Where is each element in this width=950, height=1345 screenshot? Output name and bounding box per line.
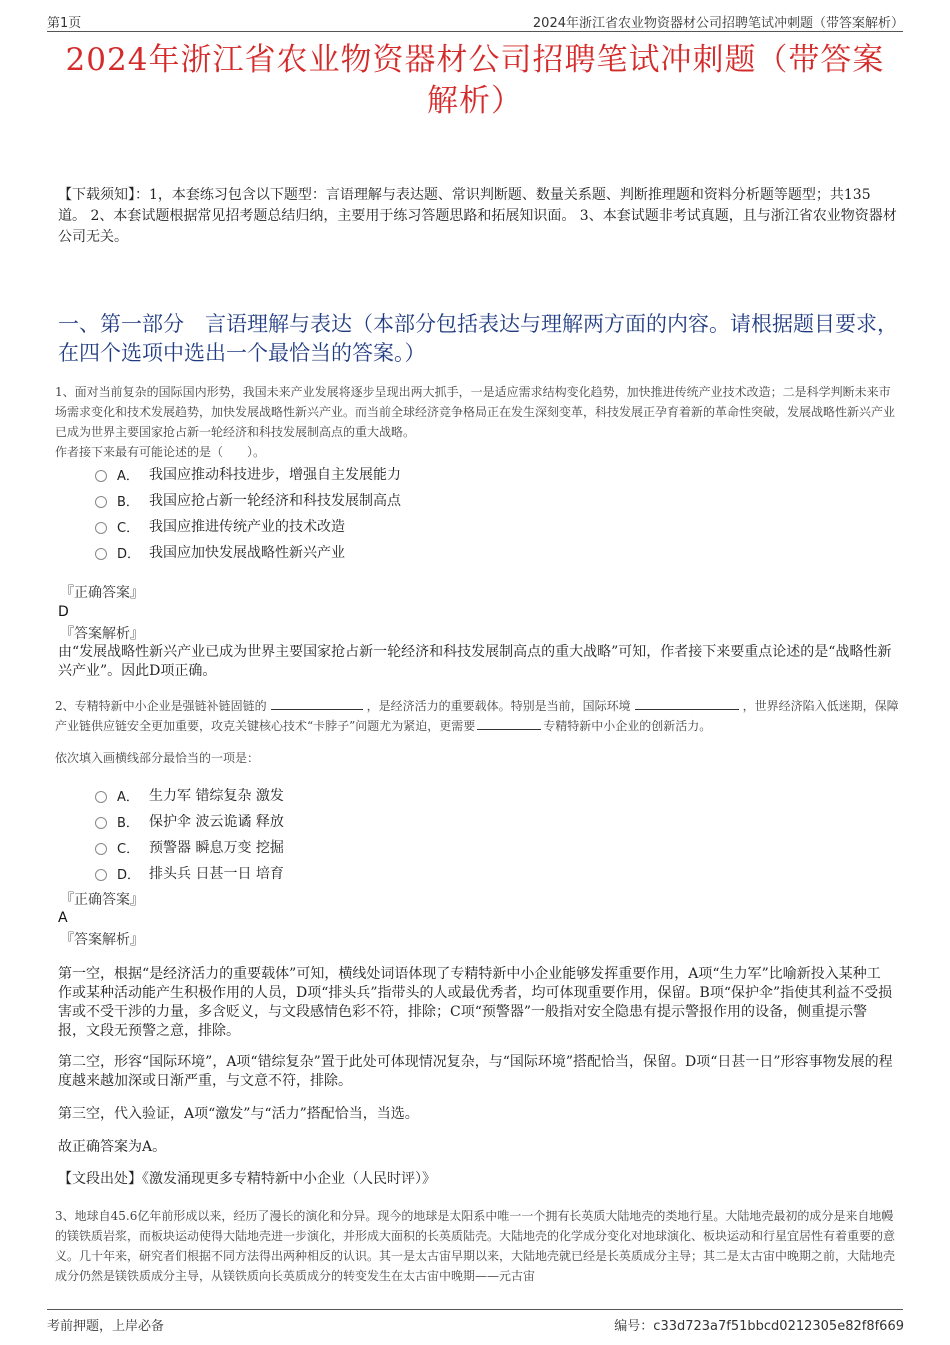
option-letter: B． bbox=[117, 815, 139, 831]
option-a[interactable] bbox=[95, 782, 284, 808]
question-2-analysis-3: 第三空，代入验证，A项“激发”与“活力”搭配恰当，当选。 bbox=[58, 1106, 419, 1122]
q2-text-part: ，世界经济陷入低迷期，保障产业链供应链安全更加重要，攻克关键核心技术“卡脖子”问题尤为紧迫，更需要 bbox=[55, 699, 899, 733]
footer-serial: 编号：c33d723a7f51bbcd0212305e82f8f669 bbox=[614, 1319, 904, 1334]
question-1-text: 1、面对当前复杂的国际国内形势，我国未来产业发展将逐步呈现出两大抓手，一是适应需求结构变化趋势，加快推进传统产业技术改造；二是科学判断未来市场需求变化和技术发展趋势，加快发展战略性新兴产业。而当前全球经济竞争格局正在发生深刻变革，科技发展正孕育着新的革命性突破，发展战略性新兴产业已成为世界主要国家抢占新一轮经济和科技发展制高点的重大战略。 bbox=[55, 385, 896, 439]
option-text: 生力军 错综复杂 激发 bbox=[149, 788, 284, 804]
option-text: 保护伞 波云诡谲 释放 bbox=[149, 814, 284, 830]
option-a[interactable] bbox=[95, 461, 401, 487]
question-3-text: 3、地球自45.6亿年前形成以来，经历了漫长的演化和分异。现今的地球是太阳系中唯一一个拥有长英质大陆地壳的类地行星。大陆地壳最初的成分是来自地幔的镁铁质岩浆，而板块运动使得大陆地壳进一步演化，并形成大面积的长英质陆壳。大陆地壳的化学成分变化对地球演化、板块运动和行星宜居性有着重要的意义。几十年来，研究者们根据不同方法得出两种相反的认识。其一是太古宙早期以来，大陆地壳就已经是长英质成分主导；其二是太古宙中晚期之前，大陆地壳成分仍然是镁铁质成分主导，从镁铁质向长英质成分的转变发生在太古宙中晚期——元古宙 bbox=[55, 1209, 896, 1283]
question-2-text bbox=[55, 696, 900, 736]
radio-icon[interactable] bbox=[95, 791, 107, 803]
question-2-source: 【文段出处】《激发涌现更多专精特新中小企业（人民时评）》 bbox=[58, 1171, 436, 1187]
question-2-answer: A bbox=[58, 910, 68, 926]
option-d[interactable] bbox=[95, 539, 401, 565]
option-letter: A． bbox=[117, 789, 139, 805]
download-notice: 【下载须知】：1，本套练习包含以下题型：言语理解与表达题、常识判断题、数量关系题、判断推理题和资料分析题等题型；共135道。 2、本套试题根据常见招考题总结归纳，主要用于练习答题思路和拓展知识面。 3、本套试题非考试真题，且与浙江省农业物资器材公司无关。 bbox=[58, 187, 897, 245]
option-letter: D． bbox=[117, 867, 141, 883]
option-letter: C． bbox=[117, 841, 140, 857]
radio-icon[interactable] bbox=[95, 817, 107, 829]
footer-slogan: 考前押题，上岸必备 bbox=[47, 1319, 165, 1334]
option-letter: C． bbox=[117, 520, 140, 536]
question-1-options bbox=[95, 461, 401, 565]
option-letter: D． bbox=[117, 546, 141, 562]
fill-blank bbox=[271, 697, 363, 710]
option-c[interactable] bbox=[95, 513, 401, 539]
question-2-prompt: 依次填入画横线部分最恰当的一项是： bbox=[55, 751, 260, 765]
option-text: 我国应推进传统产业的技术改造 bbox=[149, 519, 345, 535]
option-text: 排头兵 日甚一日 培育 bbox=[149, 866, 284, 882]
radio-icon[interactable] bbox=[95, 843, 107, 855]
answer-label: 『正确答案』 bbox=[60, 892, 144, 908]
radio-icon[interactable] bbox=[95, 548, 107, 560]
option-letter: A． bbox=[117, 468, 139, 484]
option-d[interactable] bbox=[95, 860, 284, 886]
question-2-analysis-1: 第一空，根据“是经济活力的重要载体”可知，横线处词语体现了专精特新中小企业能够发挥重要作用，A项“生力军”比喻新投入某种工作或某种活动能产生积极作用的人员，D项“排头兵”指带头的人或最优秀者，均可体现重要作用，保留。B项“保护伞”指使其利益不受损害或不受干涉的力量，多含贬义，与文段感情色彩不符，排除；C项“预警器”一般指对安全隐患有提示警报作用的设备，侧重提示警报，文段无预警之意，排除。 bbox=[58, 966, 893, 1039]
q2-text-part: 专精特新中小企业的创新活力。 bbox=[543, 719, 712, 733]
option-text: 我国应抢占新一轮经济和科技发展制高点 bbox=[149, 493, 401, 509]
question-1-prompt: 作者接下来最有可能论述的是（ ）。 bbox=[55, 445, 266, 459]
option-b[interactable] bbox=[95, 808, 284, 834]
fill-blank bbox=[635, 697, 739, 710]
analysis-label: 『答案解析』 bbox=[60, 932, 144, 948]
question-2-analysis-4: 故正确答案为A。 bbox=[58, 1139, 167, 1155]
radio-icon[interactable] bbox=[95, 522, 107, 534]
header-doc-title: 2024年浙江省农业物资器材公司招聘笔试冲刺题（带答案解析） bbox=[532, 16, 904, 31]
question-2-options bbox=[95, 782, 284, 886]
header-divider bbox=[47, 31, 903, 32]
question-2-analysis-2: 第二空，形容“国际环境”，A项“错综复杂”置于此处可体现情况复杂，与“国际环境”搭配恰当，保留。D项“日甚一日”形容事物发展的程度越来越加深或日渐严重，与文意不符，排除。 bbox=[58, 1054, 893, 1089]
option-text: 我国应加快发展战略性新兴产业 bbox=[149, 545, 345, 561]
question-1-answer: D bbox=[58, 604, 69, 620]
radio-icon[interactable] bbox=[95, 869, 107, 881]
option-c[interactable] bbox=[95, 834, 284, 860]
document-title: 2024年浙江省农业物资器材公司招聘笔试冲刺题（带答案解析） bbox=[65, 42, 885, 119]
question-1-analysis: 由“发展战略性新兴产业已成为世界主要国家抢占新一轮经济和科技发展制高点的重大战略”可知，作者接下来要重点论述的是“战略性新兴产业”。因此D项正确。 bbox=[58, 644, 892, 679]
radio-icon[interactable] bbox=[95, 496, 107, 508]
section-title: 一、第一部分 言语理解与表达（本部分包括表达与理解两方面的内容。请根据题目要求，在四个选项中选出一个最恰当的答案。） bbox=[58, 312, 898, 365]
radio-icon[interactable] bbox=[95, 470, 107, 482]
answer-label: 『正确答案』 bbox=[60, 585, 144, 601]
analysis-label: 『答案解析』 bbox=[60, 626, 144, 642]
footer-divider bbox=[47, 1309, 903, 1310]
option-text: 预警器 瞬息万变 挖掘 bbox=[149, 840, 284, 856]
option-b[interactable] bbox=[95, 487, 401, 513]
page-number: 第1页 bbox=[47, 16, 82, 31]
q2-text-part: ，是经济活力的重要载体。特别是当前，国际环境 bbox=[366, 699, 631, 713]
option-text: 我国应推动科技进步，增强自主发展能力 bbox=[149, 467, 401, 483]
option-letter: B． bbox=[117, 494, 139, 510]
q2-text-part: 2、专精特新中小企业是强链补链固链的 bbox=[55, 699, 267, 713]
fill-blank bbox=[477, 717, 541, 730]
